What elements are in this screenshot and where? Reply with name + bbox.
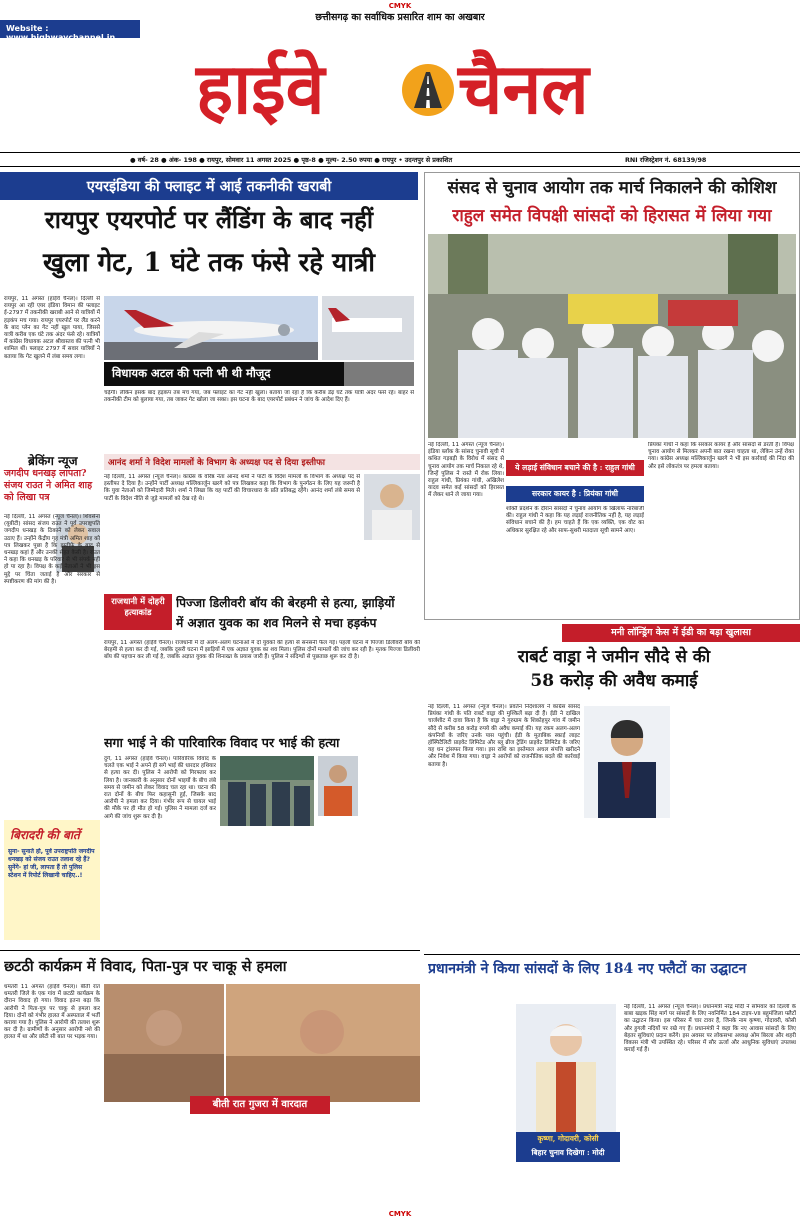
air-india-col-1: रायपुर, 11 अगस्त (हाईवे चैनल)। दिल्ली से रायपुर आ रही एयर इंडिया विमान की फ्लाइट ई-2797 में तकनीकी खराबी आने से यात्रियों में हड़कंप मच गया। रायपुर एयरपोर्ट पर लैंड करने के बाद प्लेन का गेट नहीं खुल पाया, जिससे यात्री करीब एक घंटे तक अंदर फंसे रहे। यात्रियों में कांग्रेस विधायक अटल श्रीवास्तव की पत्नी भी शामिल थीं। फ्लाइट 2797 में सवार यात्रियों ने बताया कि गेट खुलने में लंबा समय लगा। <box>4 296 100 360</box>
biradari-text: सुना- सुनाते हो, पूर्व उपराष्ट्रपति जगदीप धनखड़ को संजय राउत तलाश रहे हैं? सुनेंगे- हां जी, लापता हैं तो पुलिस स्टेशन में रिपोर्ट लिखानी चाहिए..! <box>8 848 95 879</box>
air-india-photo-3 <box>344 362 414 386</box>
air-india-headline-2: खुला गेट, 1 घंटे तक फंसे रहे यात्री <box>42 248 376 278</box>
flats-headline: प्रधानमंत्री ने किया सांसदों के लिए 184 नए फ्लैटों का उद्घाटन <box>428 961 747 977</box>
dhankhad-headline: जगदीप धनखड़ लापता? संजय राउत ने अमित शाह को लिखा पत्र <box>4 468 93 503</box>
flats-quote <box>516 1132 620 1162</box>
website-link[interactable]: Website : www.highwaychannel.in <box>6 24 116 42</box>
parliament-subhead-2-text: सरकार कायर है : प्रियंका गांधी <box>532 489 618 498</box>
air-india-photo <box>104 296 318 360</box>
vadra-headline-2: 58 करोड़ की अवैध कमाई <box>530 671 698 691</box>
thati-headline: छटठी कार्यक्रम में विवाद, पिता-पुत्र पर चाकू से हमला <box>4 958 287 975</box>
masthead-rule-2 <box>0 166 800 167</box>
air-india-kicker-text: एयरइंडिया की फ्लाइट में आई तकनीकी खराबी <box>86 178 332 195</box>
rni-number: RNI रजिस्ट्रेशन नं. 68139/98 <box>625 156 707 164</box>
parliament-headline-1: संसद से चुनाव आयोग तक मार्च निकालने की कोशिश <box>447 178 777 198</box>
logo-left: हाईवे <box>196 47 325 130</box>
flats-quote-line-2: बिहार चुनाव दिखेगा : मोदी <box>531 1148 605 1157</box>
vadra-kicker-text: मनी लॉन्ड्रिंग केस में ईडी का बड़ा खुलासा <box>611 627 751 638</box>
brother-headline: सगा भाई ने की पारिवारिक विवाद पर भाई की हत्या <box>104 735 340 750</box>
air-india-caption: विधायक अटल की पत्नी भी थी मौजूद <box>112 366 271 380</box>
vadra-kicker <box>562 624 800 642</box>
thati-photo-2 <box>226 984 420 1102</box>
parliament-headline-2: राहुल समेत विपक्षी सांसदों को हिरासत में लिया गया <box>452 206 772 226</box>
anand-photo <box>364 474 420 540</box>
thati-caption: बीती रात गुजरा में वारदात <box>212 1099 308 1110</box>
flats-body: नई दिल्ली, 11 अगस्त (न्यूज चैनल)। प्रधानमंत्री नरेंद्र मोदी ने सोमवार को दिल्ली के बाबा खड़क सिंह मार्ग पर सांसदों के लिए नवनिर्मित 184 टाइप-VII बहुमंजिला फ्लैटों का उद्घाटन किया। इस परिसर में चार टावर हैं, जिनके नाम कृष्णा, गोदावरी, कोसी और हुगली नदियों पर रखे गए हैं। प्रधानमंत्री ने कहा कि नए आवास सांसदों के लिए बेहतर सुविधाएं प्रदान करेंगे। इस अवसर पर लोकसभा अध्यक्ष ओम बिरला और शहरी विकास मंत्री भी उपस्थित रहे। परिसर में सौर ऊर्जा और आधुनिक सुविधाएं उपलब्ध कराई गई हैं। <box>624 1004 796 1054</box>
parliament-subhead-2 <box>506 486 644 502</box>
logo <box>190 38 630 150</box>
brother-inset-photo <box>318 756 358 816</box>
vadra-body: नई दिल्ली, 11 अगस्त (न्यूज चैनल)। प्रवर्तन निदेशालय ने कांग्रेस सांसद प्रियंका गांधी के पति राबर्ट वाड्रा की मुश्किलें बढ़ा दी हैं। ईडी ने दाखिल चार्जशीट में दावा किया है कि वाड्रा ने गुरुग्राम के शिकोहपुर गांव में जमीन सौदे से करीब 58 करोड़ रुपये की अवैध कमाई की। यह रकम अलग-अलग कंपनियों के जरिए उनके पास पहुंची। ईडी के मुताबिक स्काई लाइट हॉस्पिटैलिटी प्राइवेट लिमिटेड और ब्लू ब्रीज ट्रेडिंग प्राइवेट लिमिटेड के जरिए यह धन ट्रांसफर किया गया। इस राशि का इस्तेमाल अचल संपत्ति खरीदने और निवेश में किया गया। वाड्रा ने आरोपों को राजनीतिक बदले की कार्रवाई बताया है। <box>428 704 580 768</box>
cmyk-bottom: CMYK <box>388 1210 412 1218</box>
website-bar[interactable] <box>0 20 140 42</box>
brother-photo <box>220 756 314 826</box>
lower-rule <box>0 950 420 951</box>
flats-photo <box>516 1004 616 1134</box>
thati-caption-bar <box>190 1096 330 1114</box>
pizza-body: रायपुर, 11 अगस्त (हाईवे चैनल)। राजधानी में दो अलग-अलग घटनाओं में दो युवकों की हत्या से सनसनी फैल गई। पहली घटना में पिज्जा डिलीवरी बॉय की बेरहमी से हत्या कर दी गई, जबकि दूसरी घटना में झाड़ियों में एक अज्ञात युवक का शव मिला। पुलिस दोनों मामलों की जांच कर रही है। मृतक पिज्जा डिलीवरी बॉय की पहचान कर ली गई है, जबकि अज्ञात युवक की शिनाख्त के प्रयास जारी हैं। पुलिस ने संदिग्धों से पूछताछ शुरू कर दी है। <box>104 640 420 661</box>
lower-rule-right <box>424 954 800 955</box>
logo-emblem-icon <box>402 64 454 116</box>
pizza-label <box>104 594 172 630</box>
parliament-photo <box>428 234 796 438</box>
air-india-headline-1: रायपुर एयरपोर्ट पर लैंडिंग के बाद नहीं <box>44 205 374 234</box>
thati-photo-1 <box>104 984 224 1102</box>
breaking-news-label: ब्रेकिंग न्यूज <box>28 454 78 468</box>
pizza-headline-1: पिज्जा डिलीवरी बॉय की बेरहमी से हत्या, झाड़ियों <box>176 596 395 610</box>
biradari-logo: बिरादरी की बातें <box>10 828 80 842</box>
vadra-headline-1: राबर्ट वाड्रा ने जमीन सौदे से की <box>517 647 711 667</box>
tagline: छत्तीसगढ़ का सर्वाधिक प्रसारित शाम का अखबार <box>315 12 485 23</box>
anand-body: नई दिल्ली, 11 अगस्त (न्यूज चैनल)। कांग्रेस के वरिष्ठ नेता आनंद शर्मा ने पार्टी के विदेश मामलों के विभाग के अध्यक्ष पद से इस्तीफा दे दिया है। उन्होंने पार्टी अध्यक्ष मल्लिकार्जुन खरगे को पत्र लिखकर कहा कि विभाग के पुनर्गठन के लिए यह जरूरी है कि युवा नेताओं को जिम्मेदारी मिले। शर्मा ने लिखा कि वह पार्टी की विचारधारा के प्रति प्रतिबद्ध रहेंगे। आनंद शर्मा लंबे समय से पार्टी के विदेश नीति से जुड़े मामलों को देख रहे थे। <box>104 474 360 502</box>
parliament-col-1: नई दिल्ली, 11 अगस्त (न्यूज चैनल)। इंडिया ब्लॉक के सांसद चुनावी सूची में कथित गड़बड़ी के विरोध में संसद से चुनाव आयोग तक मार्च निकाल रहे थे, जिन्हें पुलिस ने रास्ते में रोक लिया। राहुल गांधी, प्रियंका गांधी, अखिलेश यादव समेत कई सांसदों को हिरासत में लेकर थाने ले जाया गया। <box>428 442 504 499</box>
anand-headline: आनंद शर्मा ने विदेश मामलों के विभाग के अध्यक्ष पद से दिया इस्तीफा <box>108 458 326 468</box>
air-india-col-4: चढ़ेंगी। लेकिन इसके बाद हड़कंप तब मच गया, जब फ्लाइट का गेट नहीं खुला। बताया जा रहा है कि करीब डेढ़ घंटे तक यात्री अंदर फंसे रहे। बाहर से तकनीकी टीम को बुलाया गया, तब जाकर गेट खोला जा सका। इस घटना के बाद एयरपोर्ट प्रबंधन ने जांच के आदेश दिए हैं। <box>104 390 414 404</box>
pizza-label-text: राजधानी में दोहरी हत्याकांड <box>111 596 165 617</box>
parliament-col-2: शक्ति प्रदर्शन के दौरान सांसदों ने चुनाव आयोग के खिलाफ नारेबाजी की। राहुल गांधी ने कहा कि यह लड़ाई राजनीतिक नहीं है, यह लड़ाई संविधान बचाने की है। हम चाहते हैं कि एक व्यक्ति, एक वोट का अधिकार सुरक्षित रहे और साफ-सुथरी मतदाता सूची सामने आए। <box>506 506 644 534</box>
cmyk-top: CMYK <box>388 2 412 10</box>
masthead-rule <box>0 152 800 153</box>
brother-body: दुर्ग, 11 अगस्त (हाईवे चैनल)। पारिवारिक विवाद के चलते एक भाई ने अपने ही सगे भाई की धारदार हथियार से हत्या कर दी। पुलिस ने आरोपी को गिरफ्तार कर लिया है। जानकारी के अनुसार दोनों भाइयों के बीच लंबे समय से जमीन को लेकर विवाद चल रहा था। घटना की रात दोनों के बीच फिर कहासुनी हुई, जिसके बाद आरोपी ने हमला कर दिया। गंभीर रूप से घायल भाई की मौके पर ही मौत हो गई। पुलिस ने मामला दर्ज कर आगे की जांच शुरू कर दी है। <box>104 756 216 820</box>
parliament-col-3: प्रियंका गांधी ने कहा कि सरकार कायर है और सांसदों से डरती है। विपक्ष चुनाव आयोग से मिलकर अपनी बात रखना चाहता था, लेकिन उन्हें रोका गया। कांग्रेस अध्यक्ष मल्लिकार्जुन खरगे ने भी इस कार्रवाई की निंदा की और इसे लोकतंत्र पर हमला बताया। <box>648 442 794 470</box>
thati-body: धमतरी 11 अगस्त (हाईवे चैनल)। बीती रात धमतरी जिले के एक गांव में छटठी कार्यक्रम के दौरान विवाद हो गया। विवाद इतना बढ़ा कि आरोपी ने पिता-पुत्र पर चाकू से हमला कर दिया। दोनों को गंभीर हालत में अस्पताल में भर्ती कराया गया है। पुलिस ने आरोपी की तलाश शुरू कर दी है। ग्रामीणों के अनुसार आरोपी नशे की हालत में था और छोटी सी बात पर भड़क गया। <box>4 984 100 1041</box>
vadra-photo <box>584 706 670 818</box>
info-line: ● वर्ष- 28 ● अंक- 198 ● रायपुर, सोमवार 11 अगस्त 2025 ● पृष्ठ-8 ● मूल्य- 2.50 रुपया ● रायपुर • उदन्तपुर से प्रकाशित <box>130 156 453 164</box>
air-india-photo-2 <box>104 362 344 386</box>
dhankhad-body: नई दिल्ली, 11 अगस्त (न्यूज चैनल)। शिवसेना (यूबीटी) सांसद संजय राउत ने पूर्व उपराष्ट्रपति जगदीप धनखड़ के ठिकाने को लेकर सवाल उठाए हैं। उन्होंने केंद्रीय गृह मंत्री अमित शाह को पत्र लिखकर पूछा है कि इस्तीफे के बाद से धनखड़ कहां हैं और उनकी सेहत कैसी है। राउत ने कहा कि धनखड़ के परिवार से भी संपर्क नहीं हो पा रहा है। विपक्ष के कई नेताओं ने भी इस मुद्दे पर चिंता जताई है और सरकार से स्पष्टीकरण की मांग की है। <box>4 514 100 585</box>
parliament-subhead-1-text: ये लड़ाई संविधान बचाने की है : राहुल गांधी <box>515 463 635 472</box>
air-india-inset-photo <box>322 296 414 360</box>
flats-quote-line-1: कृष्णा, गोदावरी, कोसी <box>537 1134 599 1143</box>
parliament-subhead-1 <box>506 460 644 476</box>
pizza-headline-2: में अज्ञात युवक का शव मिलने से मचा हड़कंप <box>176 616 377 630</box>
logo-right: चैनल <box>458 47 589 130</box>
